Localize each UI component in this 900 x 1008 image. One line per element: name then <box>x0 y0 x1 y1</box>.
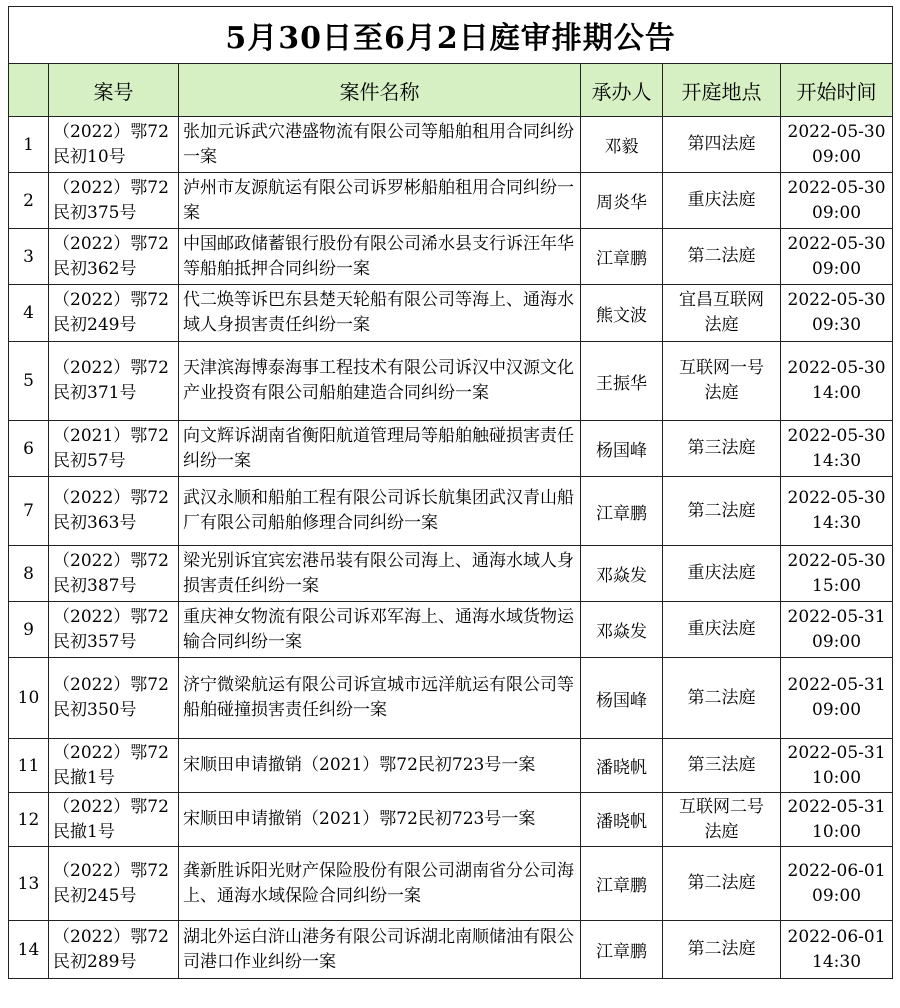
case-number-line: 民初363号 <box>53 513 137 533</box>
case-number <box>49 847 179 921</box>
judge-name: 潘晓帆 <box>581 739 663 793</box>
location-line: 法庭 <box>704 383 739 403</box>
row-index: 10 <box>9 658 49 739</box>
court-location <box>663 793 781 847</box>
location-line: 宜昌互联网 <box>679 290 764 310</box>
start-clock: 10:00 <box>812 821 862 842</box>
case-name: 天津滨海博泰海事工程技术有限公司诉汉中汉源文化产业投资有限公司船舶建造合同纠纷一案 <box>179 342 581 421</box>
start-clock: 09:00 <box>812 202 862 223</box>
case-number <box>49 546 179 602</box>
case-number-line: 民初362号 <box>53 258 137 279</box>
case-number-line: 民初375号 <box>53 202 137 223</box>
start-time <box>781 793 893 847</box>
location-line: 第二法庭 <box>687 873 756 893</box>
start-date: 2022-05-30 <box>787 121 886 142</box>
start-date: 2022-05-30 <box>787 290 886 310</box>
start-clock: 09:00 <box>812 146 862 167</box>
case-number-line: （2022）鄂72 <box>53 233 169 254</box>
case-name: 宋顺田申请撤销（2021）鄂72民初723号一案 <box>179 739 581 793</box>
case-number <box>49 285 179 342</box>
row-index: 5 <box>9 342 49 421</box>
case-number-line: （2022）鄂72 <box>53 358 169 378</box>
judge-name: 潘晓帆 <box>581 793 663 847</box>
start-date: 2022-05-30 <box>787 425 886 446</box>
table-row <box>9 658 893 739</box>
court-location <box>663 342 781 421</box>
judge-name: 江章鹏 <box>581 921 663 979</box>
court-location <box>663 602 781 658</box>
case-number <box>49 921 179 979</box>
case-number-line: （2022）鄂72 <box>53 860 169 881</box>
case-number <box>49 117 179 173</box>
location-line: 第四法庭 <box>687 134 756 154</box>
row-index: 1 <box>9 117 49 173</box>
start-time <box>781 477 893 546</box>
case-number-line: 民初245号 <box>53 885 137 906</box>
case-name: 张加元诉武穴港盛物流有限公司等船舶租用合同纠纷一案 <box>179 117 581 173</box>
case-number-line: 民撤1号 <box>53 767 115 788</box>
start-time <box>781 602 893 658</box>
case-name: 武汉永顺和船舶工程有限公司诉长航集团武汉青山船厂有限公司船舶修理合同纠纷一案 <box>179 477 581 546</box>
row-index: 9 <box>9 602 49 658</box>
row-index: 7 <box>9 477 49 546</box>
court-location <box>663 421 781 477</box>
start-date: 2022-05-30 <box>787 358 886 378</box>
start-clock: 15:00 <box>812 575 862 596</box>
location-line: 法庭 <box>704 315 739 335</box>
schedule-body <box>9 117 893 979</box>
case-number-line: （2022）鄂72 <box>53 675 169 695</box>
location-line: 第二法庭 <box>687 246 756 266</box>
case-name: 宋顺田申请撤销（2021）鄂72民初723号一案 <box>179 793 581 847</box>
case-number-line: （2022）鄂72 <box>53 550 169 571</box>
start-date: 2022-05-30 <box>787 233 886 254</box>
case-number-line: （2022）鄂72 <box>53 926 169 947</box>
table-row <box>9 921 893 979</box>
case-number-line: （2022）鄂72 <box>53 796 169 817</box>
case-name: 向文辉诉湖南省衡阳航道管理局等船舶触碰损害责任纠纷一案 <box>179 421 581 477</box>
case-number-line: （2021）鄂72 <box>53 425 169 446</box>
start-time <box>781 739 893 793</box>
start-clock: 09:00 <box>812 885 862 906</box>
location-line: 重庆法庭 <box>687 190 756 210</box>
judge-name: 邓焱发 <box>581 602 663 658</box>
court-location <box>663 229 781 285</box>
start-date: 2022-05-31 <box>787 675 886 695</box>
case-number <box>49 477 179 546</box>
table-row <box>9 421 893 477</box>
start-clock: 10:00 <box>812 767 862 788</box>
start-date: 2022-05-31 <box>787 606 886 627</box>
location-line: 重庆法庭 <box>687 619 756 639</box>
judge-name: 江章鹏 <box>581 477 663 546</box>
schedule-sheet <box>8 6 892 979</box>
case-number-line: 民初249号 <box>53 315 137 335</box>
table-row <box>9 117 893 173</box>
court-location <box>663 847 781 921</box>
start-time <box>781 342 893 421</box>
court-location <box>663 739 781 793</box>
row-index: 11 <box>9 739 49 793</box>
judge-name: 江章鹏 <box>581 847 663 921</box>
court-location <box>663 921 781 979</box>
start-date: 2022-05-30 <box>787 550 886 571</box>
schedule-table <box>8 6 893 979</box>
case-number <box>49 342 179 421</box>
case-number <box>49 421 179 477</box>
location-line: 第三法庭 <box>687 438 756 458</box>
start-clock: 09:00 <box>812 700 862 720</box>
start-time <box>781 173 893 229</box>
case-number-line: 民初371号 <box>53 383 137 403</box>
location-line: 重庆法庭 <box>687 563 756 583</box>
start-time <box>781 421 893 477</box>
case-number-line: 民初289号 <box>53 951 137 972</box>
table-row <box>9 546 893 602</box>
row-index: 6 <box>9 421 49 477</box>
case-number <box>49 793 179 847</box>
judge-name: 杨国峰 <box>581 658 663 739</box>
court-location <box>663 546 781 602</box>
table-row <box>9 602 893 658</box>
case-number-line: 民初357号 <box>53 631 137 652</box>
location-line: 法庭 <box>704 821 739 842</box>
location-line: 第三法庭 <box>687 755 756 775</box>
table-row <box>9 342 893 421</box>
table-row <box>9 477 893 546</box>
court-location <box>663 658 781 739</box>
court-location <box>663 117 781 173</box>
case-number <box>49 602 179 658</box>
table-row <box>9 793 893 847</box>
row-index: 3 <box>9 229 49 285</box>
header-location: 开庭地点 <box>663 64 781 117</box>
row-index: 4 <box>9 285 49 342</box>
start-time <box>781 921 893 979</box>
table-row <box>9 229 893 285</box>
start-date: 2022-05-30 <box>787 488 886 508</box>
case-number <box>49 173 179 229</box>
judge-name: 熊文波 <box>581 285 663 342</box>
case-number <box>49 229 179 285</box>
location-line: 第二法庭 <box>687 939 756 959</box>
location-line: 第二法庭 <box>687 500 756 521</box>
page-title: 5月30日至6月2日庭审排期公告 <box>9 7 893 64</box>
judge-name: 江章鹏 <box>581 229 663 285</box>
row-index: 12 <box>9 793 49 847</box>
start-time <box>781 117 893 173</box>
start-clock: 14:30 <box>812 513 862 533</box>
header-case-name: 案件名称 <box>179 64 581 117</box>
case-name: 龚新胜诉阳光财产保险股份有限公司湖南省分公司海上、通海水域保险合同纠纷一案 <box>179 847 581 921</box>
case-number <box>49 739 179 793</box>
location-line: 互联网一号 <box>679 358 764 378</box>
start-clock: 09:30 <box>812 315 862 335</box>
case-number-line: 民撤1号 <box>53 821 115 842</box>
case-name: 济宁微梁航运有限公司诉宣城市远洋航运有限公司等船舶碰撞损害责任纠纷一案 <box>179 658 581 739</box>
row-index: 13 <box>9 847 49 921</box>
case-number-line: （2022）鄂72 <box>53 177 169 198</box>
start-time <box>781 229 893 285</box>
case-name: 中国邮政储蓄银行股份有限公司浠水县支行诉汪年华等船舶抵押合同纠纷一案 <box>179 229 581 285</box>
start-date: 2022-05-31 <box>787 742 886 763</box>
row-index: 8 <box>9 546 49 602</box>
start-time <box>781 658 893 739</box>
case-name: 代二焕等诉巴东县楚天轮船有限公司等海上、通海水域人身损害责任纠纷一案 <box>179 285 581 342</box>
case-name: 泸州市友源航运有限公司诉罗彬船舶租用合同纠纷一案 <box>179 173 581 229</box>
start-date: 2022-05-30 <box>787 177 886 198</box>
header-judge: 承办人 <box>581 64 663 117</box>
court-location <box>663 477 781 546</box>
case-number <box>49 658 179 739</box>
case-number-line: （2022）鄂72 <box>53 290 169 310</box>
start-clock: 14:00 <box>812 383 862 403</box>
judge-name: 邓焱发 <box>581 546 663 602</box>
case-number-line: 民初10号 <box>53 146 126 167</box>
header-start-time: 开始时间 <box>781 64 893 117</box>
row-index: 2 <box>9 173 49 229</box>
case-number-line: （2022）鄂72 <box>53 121 169 142</box>
row-index: 14 <box>9 921 49 979</box>
judge-name: 邓毅 <box>581 117 663 173</box>
case-number-line: 民初387号 <box>53 575 137 596</box>
start-clock: 14:30 <box>812 951 862 972</box>
table-row <box>9 285 893 342</box>
case-number-line: 民初57号 <box>53 450 126 471</box>
start-time <box>781 847 893 921</box>
judge-name: 王振华 <box>581 342 663 421</box>
case-name: 梁光别诉宜宾宏港吊装有限公司海上、通海水域人身损害责任纠纷一案 <box>179 546 581 602</box>
start-time <box>781 285 893 342</box>
start-clock: 09:00 <box>812 631 862 652</box>
start-date: 2022-06-01 <box>787 860 886 881</box>
case-number-line: （2022）鄂72 <box>53 488 169 508</box>
location-line: 第二法庭 <box>687 687 756 708</box>
table-row <box>9 173 893 229</box>
start-clock: 14:30 <box>812 450 862 471</box>
table-row <box>9 739 893 793</box>
start-time <box>781 546 893 602</box>
case-number-line: （2022）鄂72 <box>53 742 169 763</box>
start-date: 2022-05-31 <box>787 796 886 817</box>
start-date: 2022-06-01 <box>787 926 886 947</box>
case-number-line: （2022）鄂72 <box>53 606 169 627</box>
header-index <box>9 64 49 117</box>
judge-name: 杨国峰 <box>581 421 663 477</box>
location-line: 互联网二号 <box>679 796 764 817</box>
header-row <box>9 64 893 117</box>
case-number-line: 民初350号 <box>53 700 137 720</box>
table-row <box>9 847 893 921</box>
case-name: 重庆神女物流有限公司诉邓军海上、通海水域货物运输合同纠纷一案 <box>179 602 581 658</box>
header-case-number: 案号 <box>49 64 179 117</box>
judge-name: 周炎华 <box>581 173 663 229</box>
start-clock: 09:00 <box>812 258 862 279</box>
case-name: 湖北外运白浒山港务有限公司诉湖北南顺储油有限公司港口作业纠纷一案 <box>179 921 581 979</box>
court-location <box>663 285 781 342</box>
court-location <box>663 173 781 229</box>
